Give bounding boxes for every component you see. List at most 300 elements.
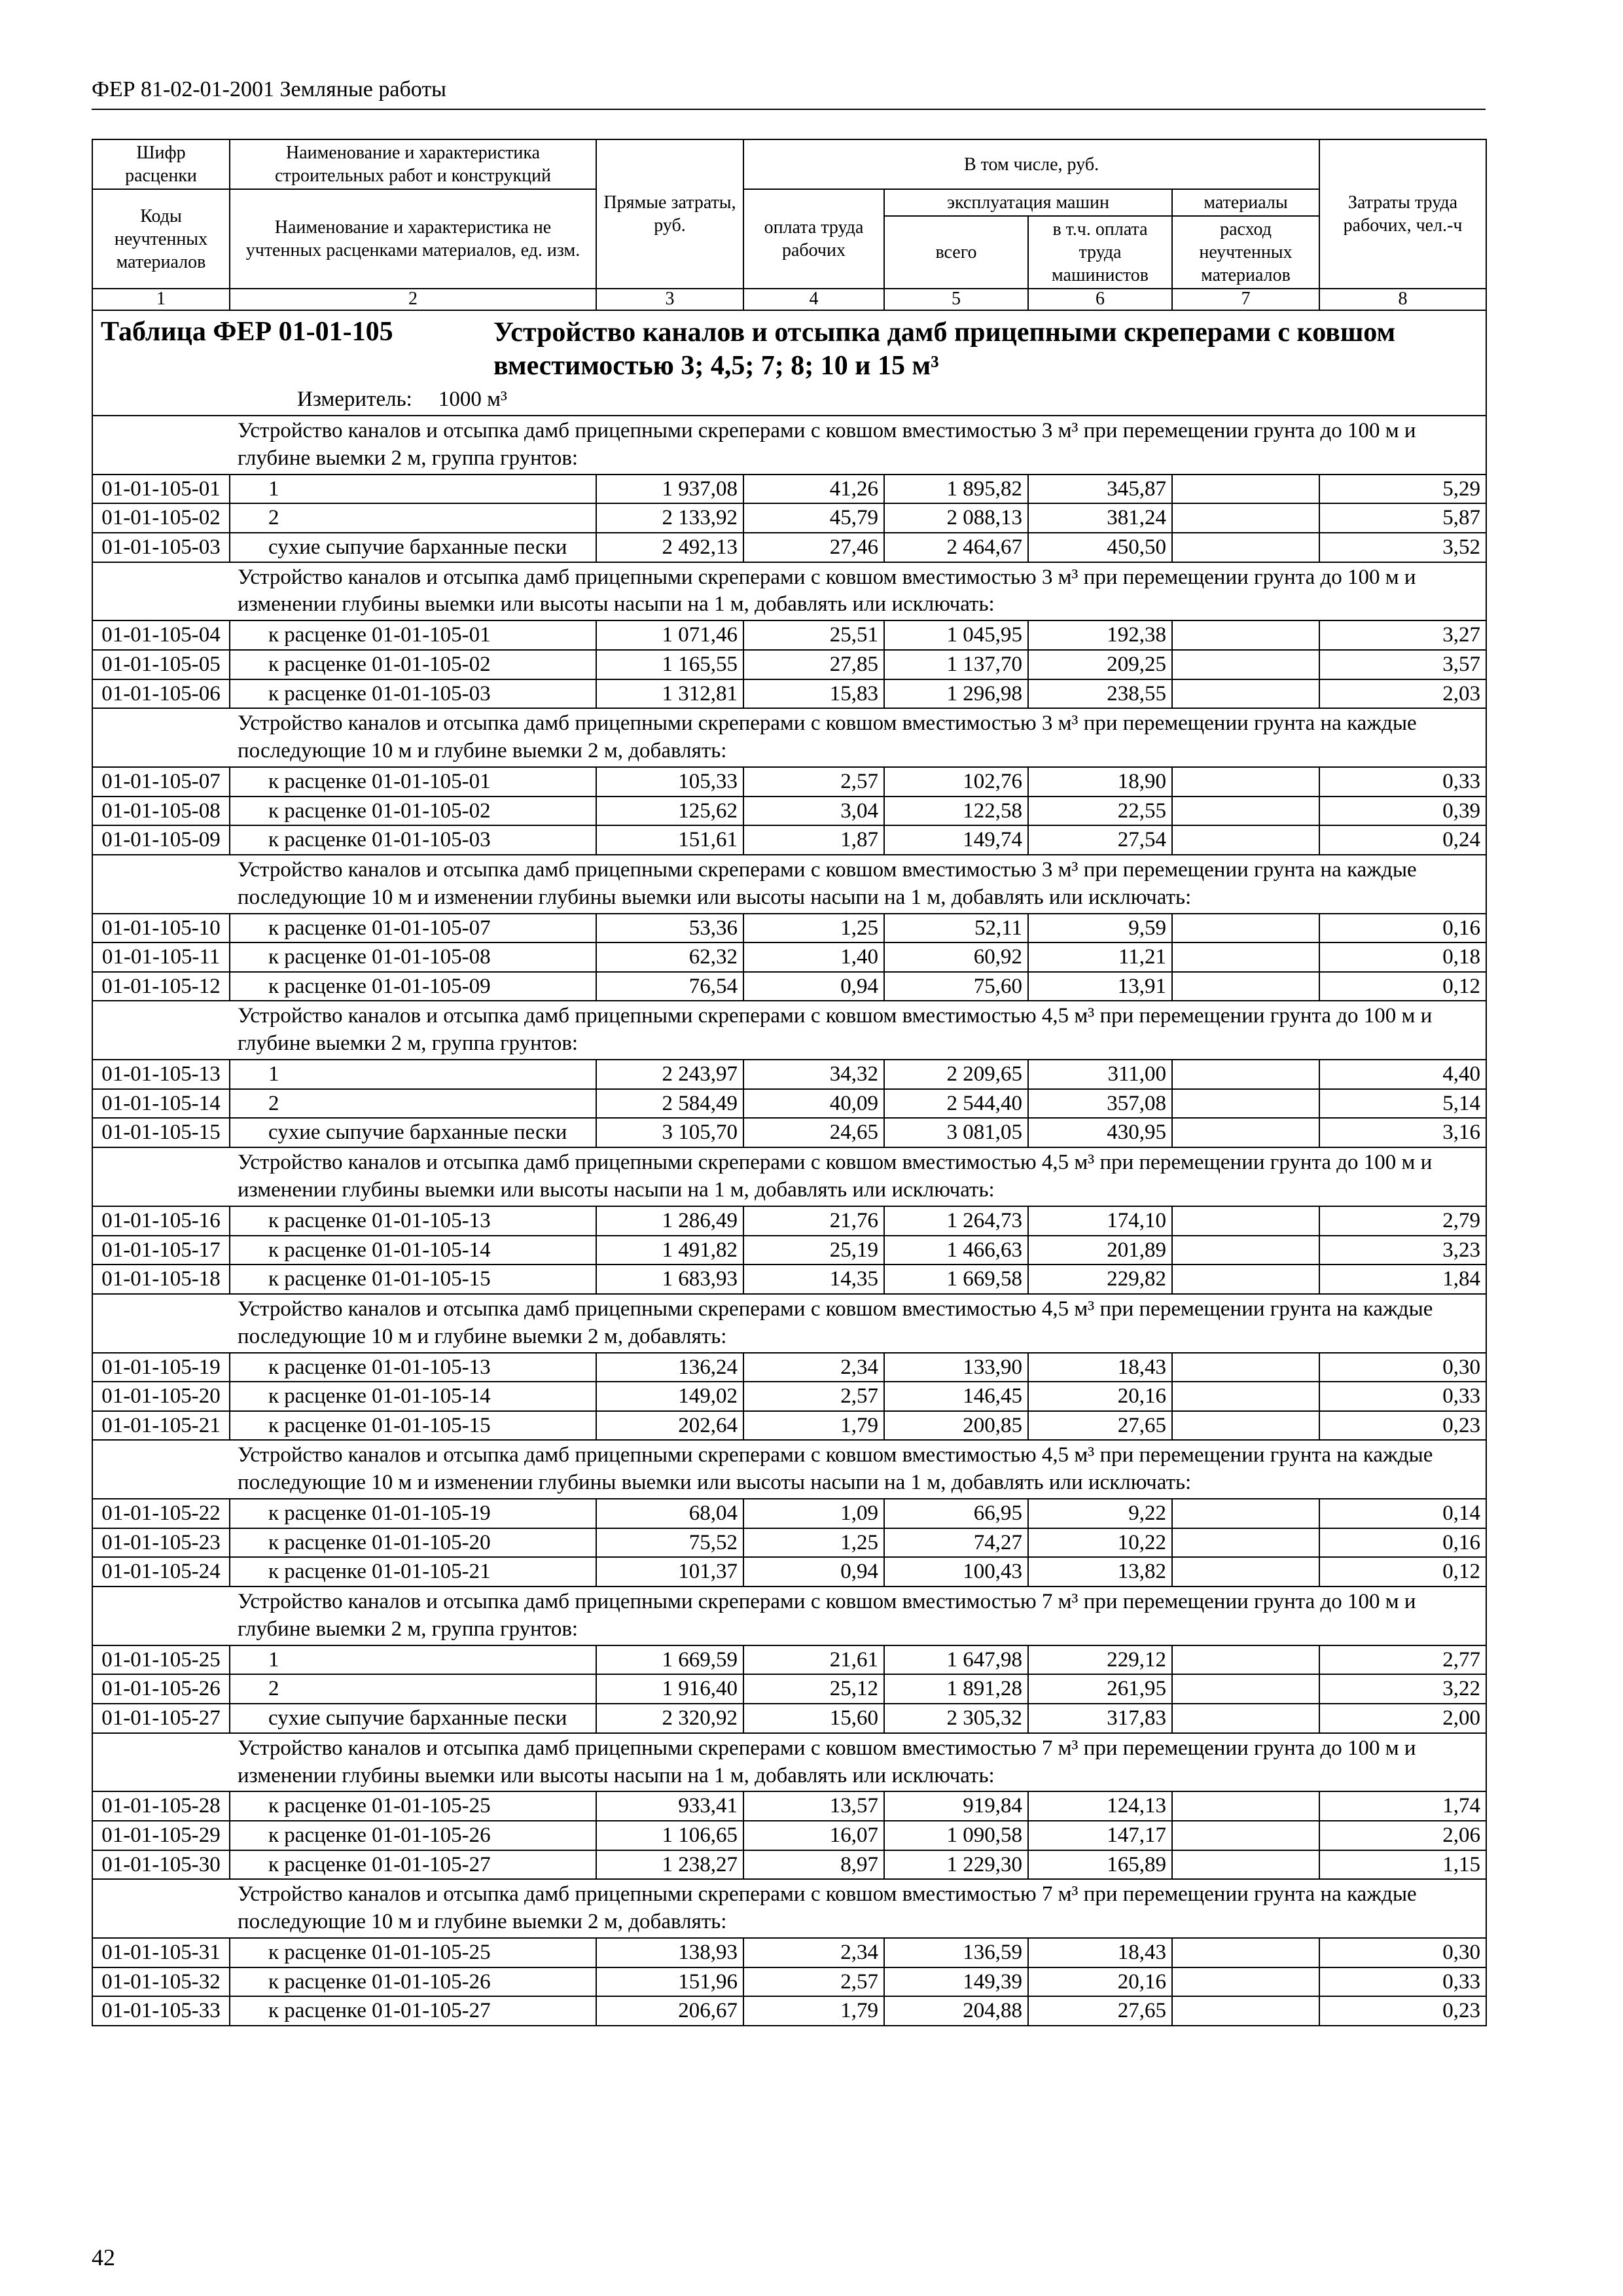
rates-table — [92, 139, 1487, 2026]
rate-name: к расценке 01-01-105-13 — [230, 1353, 596, 1382]
materials-cost — [1172, 1089, 1319, 1119]
group-heading-row — [92, 855, 1486, 914]
group-heading: Устройство каналов и отсыпка дамб прицепными скреперами с ковшом вместимостью 7 м³ при перемещении грунта на каждые последующие 10 м и глубине выемки 2 м, добавлять: — [230, 1879, 1486, 1938]
worker-wages: 25,12 — [743, 1674, 884, 1704]
rate-name: сухие сыпучие барханные пески — [230, 1704, 596, 1733]
worker-wages: 34,32 — [743, 1060, 884, 1089]
rate-code: 01-01-105-27 — [92, 1704, 230, 1733]
rate-name: к расценке 01-01-105-14 — [230, 1382, 596, 1411]
col-header-mach-wages: в т.ч. оплата труда машинистов — [1028, 216, 1172, 289]
table-row — [92, 475, 1486, 504]
direct-costs: 2 320,92 — [596, 1704, 743, 1733]
worker-wages: 1,09 — [743, 1499, 884, 1528]
direct-costs: 2 133,92 — [596, 503, 743, 533]
materials-cost — [1172, 1382, 1319, 1411]
group-heading: Устройство каналов и отсыпка дамб прицепными скреперами с ковшом вместимостью 4,5 м³ при перемещении грунта на каждые последующие 10 м и глубине выемки 2 м, добавлять: — [230, 1294, 1486, 1353]
direct-costs: 105,33 — [596, 767, 743, 797]
rate-code: 01-01-105-10 — [92, 914, 230, 943]
rate-code: 01-01-105-09 — [92, 825, 230, 855]
direct-costs: 68,04 — [596, 1499, 743, 1528]
machine-costs-total: 74,27 — [884, 1528, 1028, 1558]
materials-cost — [1172, 972, 1319, 1001]
labor-hours: 2,77 — [1319, 1645, 1486, 1675]
machinist-wages: 20,16 — [1028, 1382, 1172, 1411]
machinist-wages: 430,95 — [1028, 1118, 1172, 1147]
direct-costs: 101,37 — [596, 1557, 743, 1587]
machine-costs-total: 146,45 — [884, 1382, 1028, 1411]
rate-code: 01-01-105-11 — [92, 942, 230, 972]
direct-costs: 53,36 — [596, 914, 743, 943]
machine-costs-total: 1 229,30 — [884, 1850, 1028, 1880]
rate-name: к расценке 01-01-105-13 — [230, 1206, 596, 1236]
worker-wages: 1,87 — [743, 825, 884, 855]
machine-costs-total: 1 137,70 — [884, 650, 1028, 679]
machine-costs-total: 200,85 — [884, 1411, 1028, 1441]
table-row — [92, 503, 1486, 533]
direct-costs: 62,32 — [596, 942, 743, 972]
rate-name: к расценке 01-01-105-25 — [230, 1938, 596, 1967]
machinist-wages: 11,21 — [1028, 942, 1172, 972]
group-heading-row — [92, 1001, 1486, 1060]
group-heading-spacer — [92, 1587, 230, 1645]
direct-costs: 138,93 — [596, 1938, 743, 1967]
machinist-wages: 201,89 — [1028, 1236, 1172, 1265]
table-row — [92, 797, 1486, 826]
machinist-wages: 311,00 — [1028, 1060, 1172, 1089]
direct-costs: 1 937,08 — [596, 475, 743, 504]
rate-name: к расценке 01-01-105-01 — [230, 620, 596, 650]
rate-code: 01-01-105-17 — [92, 1236, 230, 1265]
worker-wages: 21,76 — [743, 1206, 884, 1236]
rate-name: к расценке 01-01-105-03 — [230, 825, 596, 855]
machine-costs-total: 2 088,13 — [884, 503, 1028, 533]
group-heading: Устройство каналов и отсыпка дамб прицепными скреперами с ковшом вместимостью 3 м³ при перемещении грунта на каждые последующие 10 м и изменении глубины выемки или высоты насыпи на 1 м, добавлять или исключать: — [230, 855, 1486, 914]
rate-name: к расценке 01-01-105-27 — [230, 1850, 596, 1880]
worker-wages: 24,65 — [743, 1118, 884, 1147]
direct-costs: 1 106,65 — [596, 1821, 743, 1850]
materials-cost — [1172, 475, 1319, 504]
materials-cost — [1172, 1265, 1319, 1294]
column-number: 2 — [230, 289, 596, 310]
labor-hours: 0,23 — [1319, 1996, 1486, 2026]
rate-code: 01-01-105-06 — [92, 679, 230, 709]
labor-hours: 3,22 — [1319, 1674, 1486, 1704]
worker-wages: 27,46 — [743, 533, 884, 562]
col-header-code: Шифр расценки — [92, 139, 230, 189]
labor-hours: 0,12 — [1319, 972, 1486, 1001]
machinist-wages: 238,55 — [1028, 679, 1172, 709]
table-row — [92, 1850, 1486, 1880]
materials-cost — [1172, 1850, 1319, 1880]
rate-code: 01-01-105-12 — [92, 972, 230, 1001]
direct-costs: 933,41 — [596, 1791, 743, 1821]
group-heading: Устройство каналов и отсыпка дамб прицепными скреперами с ковшом вместимостью 7 м³ при перемещении грунта до 100 м и глубине выемки 2 м, группа грунтов: — [230, 1587, 1486, 1645]
rate-code: 01-01-105-05 — [92, 650, 230, 679]
table-row — [92, 825, 1486, 855]
col-header-machines: эксплуатация машин — [884, 189, 1172, 216]
group-heading-spacer — [92, 708, 230, 767]
labor-hours: 0,39 — [1319, 797, 1486, 826]
machinist-wages: 9,22 — [1028, 1499, 1172, 1528]
table-row — [92, 1528, 1486, 1558]
materials-cost — [1172, 825, 1319, 855]
table-row — [92, 1996, 1486, 2026]
labor-hours: 3,52 — [1319, 533, 1486, 562]
group-heading: Устройство каналов и отсыпка дамб прицепными скреперами с ковшом вместимостью 4,5 м³ при перемещении грунта до 100 м и глубине выемки 2 м, группа грунтов: — [230, 1001, 1486, 1060]
table-row — [92, 1821, 1486, 1850]
machine-costs-total: 1 891,28 — [884, 1674, 1028, 1704]
meter-label: Измеритель: — [297, 387, 412, 412]
materials-cost — [1172, 1967, 1319, 1997]
materials-cost — [1172, 914, 1319, 943]
group-heading-spacer — [92, 1147, 230, 1206]
direct-costs: 1 238,27 — [596, 1850, 743, 1880]
meter-value: 1000 м³ — [438, 387, 507, 412]
labor-hours: 0,18 — [1319, 942, 1486, 972]
column-number-row — [92, 289, 1486, 310]
rate-name: к расценке 01-01-105-20 — [230, 1528, 596, 1558]
materials-cost — [1172, 533, 1319, 562]
worker-wages: 2,34 — [743, 1938, 884, 1967]
direct-costs: 136,24 — [596, 1353, 743, 1382]
rate-code: 01-01-105-02 — [92, 503, 230, 533]
worker-wages: 15,60 — [743, 1704, 884, 1733]
table-row — [92, 1967, 1486, 1997]
labor-hours: 0,33 — [1319, 767, 1486, 797]
machinist-wages: 9,59 — [1028, 914, 1172, 943]
group-heading-row — [92, 1440, 1486, 1499]
labor-hours: 2,03 — [1319, 679, 1486, 709]
direct-costs: 2 584,49 — [596, 1089, 743, 1119]
labor-hours: 3,57 — [1319, 650, 1486, 679]
rate-name: к расценке 01-01-105-14 — [230, 1236, 596, 1265]
materials-cost — [1172, 1645, 1319, 1675]
table-row — [92, 1236, 1486, 1265]
worker-wages: 25,51 — [743, 620, 884, 650]
rate-name: к расценке 01-01-105-19 — [230, 1499, 596, 1528]
table-row — [92, 1791, 1486, 1821]
worker-wages: 40,09 — [743, 1089, 884, 1119]
rate-name: к расценке 01-01-105-21 — [230, 1557, 596, 1587]
table-row — [92, 1382, 1486, 1411]
table-row — [92, 533, 1486, 562]
col-header-materials: материалы — [1172, 189, 1319, 216]
labor-hours: 5,87 — [1319, 503, 1486, 533]
group-heading: Устройство каналов и отсыпка дамб прицепными скреперами с ковшом вместимостью 3 м³ при перемещении грунта до 100 м и глубине выемки 2 м, группа грунтов: — [230, 416, 1486, 475]
group-heading-row — [92, 708, 1486, 767]
group-heading-row — [92, 416, 1486, 475]
machine-costs-total: 1 669,58 — [884, 1265, 1028, 1294]
column-number: 5 — [884, 289, 1028, 310]
materials-cost — [1172, 767, 1319, 797]
group-heading: Устройство каналов и отсыпка дамб прицепными скреперами с ковшом вместимостью 7 м³ при перемещении грунта до 100 м и изменении глубины выемки или высоты насыпи на 1 м, добавлять или исключать: — [230, 1733, 1486, 1792]
group-heading-spacer — [92, 1001, 230, 1060]
machinist-wages: 18,90 — [1028, 767, 1172, 797]
machine-costs-total: 1 090,58 — [884, 1821, 1028, 1850]
labor-hours: 5,14 — [1319, 1089, 1486, 1119]
direct-costs: 1 071,46 — [596, 620, 743, 650]
rate-code: 01-01-105-23 — [92, 1528, 230, 1558]
rate-name: к расценке 01-01-105-15 — [230, 1265, 596, 1294]
column-number: 8 — [1319, 289, 1486, 310]
rate-code: 01-01-105-13 — [92, 1060, 230, 1089]
rate-name: сухие сыпучие барханные пески — [230, 1118, 596, 1147]
rate-name: 1 — [230, 1645, 596, 1675]
materials-cost — [1172, 1353, 1319, 1382]
materials-cost — [1172, 1557, 1319, 1587]
labor-hours: 0,33 — [1319, 1382, 1486, 1411]
direct-costs: 3 105,70 — [596, 1118, 743, 1147]
machinist-wages: 124,13 — [1028, 1791, 1172, 1821]
rate-name: к расценке 01-01-105-03 — [230, 679, 596, 709]
machinist-wages: 261,95 — [1028, 1674, 1172, 1704]
labor-hours: 2,00 — [1319, 1704, 1486, 1733]
worker-wages: 3,04 — [743, 797, 884, 826]
table-row — [92, 679, 1486, 709]
table-title-cell — [92, 310, 1486, 416]
machinist-wages: 18,43 — [1028, 1938, 1172, 1967]
direct-costs: 202,64 — [596, 1411, 743, 1441]
group-heading-row — [92, 1879, 1486, 1938]
machine-costs-total: 75,60 — [884, 972, 1028, 1001]
labor-hours: 0,24 — [1319, 825, 1486, 855]
rate-code: 01-01-105-29 — [92, 1821, 230, 1850]
rate-code: 01-01-105-32 — [92, 1967, 230, 1997]
machinist-wages: 147,17 — [1028, 1821, 1172, 1850]
table-row — [92, 1645, 1486, 1675]
direct-costs: 1 491,82 — [596, 1236, 743, 1265]
labor-hours: 3,16 — [1319, 1118, 1486, 1147]
direct-costs: 149,02 — [596, 1382, 743, 1411]
rate-code: 01-01-105-21 — [92, 1411, 230, 1441]
materials-cost — [1172, 1996, 1319, 2026]
direct-costs: 1 312,81 — [596, 679, 743, 709]
worker-wages: 15,83 — [743, 679, 884, 709]
labor-hours: 0,14 — [1319, 1499, 1486, 1528]
rate-code: 01-01-105-19 — [92, 1353, 230, 1382]
table-title-row — [92, 310, 1486, 416]
rate-name: к расценке 01-01-105-09 — [230, 972, 596, 1001]
machinist-wages: 450,50 — [1028, 533, 1172, 562]
rate-code: 01-01-105-14 — [92, 1089, 230, 1119]
machinist-wages: 165,89 — [1028, 1850, 1172, 1880]
worker-wages: 25,19 — [743, 1236, 884, 1265]
table-row — [92, 650, 1486, 679]
table-row — [92, 767, 1486, 797]
group-heading: Устройство каналов и отсыпка дамб прицепными скреперами с ковшом вместимостью 3 м³ при перемещении грунта до 100 м и изменении глубины выемки или высоты насыпи на 1 м, добавлять или исключать: — [230, 562, 1486, 621]
table-row — [92, 1118, 1486, 1147]
group-heading-spacer — [92, 1294, 230, 1353]
col-header-mat-use: расход неучтенных материалов — [1172, 216, 1319, 289]
machine-costs-total: 2 464,67 — [884, 533, 1028, 562]
labor-hours: 2,79 — [1319, 1206, 1486, 1236]
machinist-wages: 20,16 — [1028, 1967, 1172, 1997]
column-number: 7 — [1172, 289, 1319, 310]
direct-costs: 1 683,93 — [596, 1265, 743, 1294]
machine-costs-total: 2 209,65 — [884, 1060, 1028, 1089]
rate-code: 01-01-105-26 — [92, 1674, 230, 1704]
table-row — [92, 1060, 1486, 1089]
table-row — [92, 914, 1486, 943]
table-row — [92, 1704, 1486, 1733]
col-header-labor: Затраты труда рабочих, чел.-ч — [1319, 139, 1486, 289]
labor-hours: 0,23 — [1319, 1411, 1486, 1441]
direct-costs: 125,62 — [596, 797, 743, 826]
machinist-wages: 13,82 — [1028, 1557, 1172, 1587]
labor-hours: 5,29 — [1319, 475, 1486, 504]
worker-wages: 1,79 — [743, 1996, 884, 2026]
rate-code: 01-01-105-31 — [92, 1938, 230, 1967]
machine-costs-total: 52,11 — [884, 914, 1028, 943]
worker-wages: 27,85 — [743, 650, 884, 679]
rate-name: к расценке 01-01-105-26 — [230, 1821, 596, 1850]
col-header-mach-total: всего — [884, 216, 1028, 289]
direct-costs: 1 286,49 — [596, 1206, 743, 1236]
worker-wages: 13,57 — [743, 1791, 884, 1821]
machine-costs-total: 1 045,95 — [884, 620, 1028, 650]
direct-costs: 1 669,59 — [596, 1645, 743, 1675]
rate-name: к расценке 01-01-105-27 — [230, 1996, 596, 2026]
direct-costs: 151,96 — [596, 1967, 743, 1997]
rate-name: к расценке 01-01-105-01 — [230, 767, 596, 797]
labor-hours: 0,33 — [1319, 1967, 1486, 1997]
direct-costs: 2 243,97 — [596, 1060, 743, 1089]
rate-code: 01-01-105-16 — [92, 1206, 230, 1236]
rate-code: 01-01-105-30 — [92, 1850, 230, 1880]
machine-costs-total: 122,58 — [884, 797, 1028, 826]
machinist-wages: 27,65 — [1028, 1411, 1172, 1441]
rate-name: к расценке 01-01-105-26 — [230, 1967, 596, 1997]
machine-costs-total: 1 264,73 — [884, 1206, 1028, 1236]
worker-wages: 2,57 — [743, 1967, 884, 1997]
rate-name: к расценке 01-01-105-02 — [230, 797, 596, 826]
direct-costs: 75,52 — [596, 1528, 743, 1558]
worker-wages: 0,94 — [743, 1557, 884, 1587]
group-heading-spacer — [92, 855, 230, 914]
column-number: 1 — [92, 289, 230, 310]
materials-cost — [1172, 620, 1319, 650]
machine-costs-total: 149,74 — [884, 825, 1028, 855]
col-header-wages: оплата труда рабочих — [743, 189, 884, 289]
direct-costs: 1 165,55 — [596, 650, 743, 679]
group-heading-row — [92, 1733, 1486, 1792]
rate-code: 01-01-105-22 — [92, 1499, 230, 1528]
group-heading-spacer — [92, 1440, 230, 1499]
worker-wages: 21,61 — [743, 1645, 884, 1675]
col-header-name2: Наименование и характеристика не учтенных расценками материалов, ед. изм. — [230, 189, 596, 289]
rate-code: 01-01-105-15 — [92, 1118, 230, 1147]
materials-cost — [1172, 942, 1319, 972]
rate-name: к расценке 01-01-105-25 — [230, 1791, 596, 1821]
machine-costs-total: 1 647,98 — [884, 1645, 1028, 1675]
table-row — [92, 942, 1486, 972]
machinist-wages: 317,83 — [1028, 1704, 1172, 1733]
rate-code: 01-01-105-03 — [92, 533, 230, 562]
materials-cost — [1172, 1411, 1319, 1441]
labor-hours: 0,30 — [1319, 1353, 1486, 1382]
rates-table-body — [92, 139, 1486, 2026]
worker-wages: 16,07 — [743, 1821, 884, 1850]
column-number: 4 — [743, 289, 884, 310]
running-header: ФЕР 81-02-01-2001 Земляные работы — [92, 77, 447, 101]
table-row — [92, 972, 1486, 1001]
table-row — [92, 1557, 1486, 1587]
labor-hours: 0,16 — [1319, 914, 1486, 943]
machine-costs-total: 60,92 — [884, 942, 1028, 972]
machinist-wages: 345,87 — [1028, 475, 1172, 504]
group-heading-spacer — [92, 1879, 230, 1938]
rate-name: к расценке 01-01-105-07 — [230, 914, 596, 943]
worker-wages: 1,79 — [743, 1411, 884, 1441]
direct-costs: 1 916,40 — [596, 1674, 743, 1704]
col-header-direct: Прямые затраты, руб. — [596, 139, 743, 289]
worker-wages: 1,40 — [743, 942, 884, 972]
header-row-2 — [92, 189, 1486, 216]
materials-cost — [1172, 1060, 1319, 1089]
machinist-wages: 174,10 — [1028, 1206, 1172, 1236]
rate-code: 01-01-105-24 — [92, 1557, 230, 1587]
table-row — [92, 1265, 1486, 1294]
labor-hours: 0,12 — [1319, 1557, 1486, 1587]
group-heading-spacer — [92, 562, 230, 621]
materials-cost — [1172, 797, 1319, 826]
rate-name: 2 — [230, 1089, 596, 1119]
group-heading-row — [92, 562, 1486, 621]
table-name: Устройство каналов и отсыпка дамб прицепными скреперами с ковшом вместимостью 3; 4,5; 7; 8; 10 и 15 м³ — [493, 317, 1396, 382]
table-row — [92, 1499, 1486, 1528]
group-heading-row — [92, 1587, 1486, 1645]
table-row — [92, 1089, 1486, 1119]
worker-wages: 0,94 — [743, 972, 884, 1001]
table-row — [92, 1938, 1486, 1967]
rate-name: 1 — [230, 1060, 596, 1089]
worker-wages: 45,79 — [743, 503, 884, 533]
machine-costs-total: 2 544,40 — [884, 1089, 1028, 1119]
rate-code: 01-01-105-18 — [92, 1265, 230, 1294]
column-number: 6 — [1028, 289, 1172, 310]
machine-costs-total: 136,59 — [884, 1938, 1028, 1967]
labor-hours: 1,74 — [1319, 1791, 1486, 1821]
table-row — [92, 620, 1486, 650]
materials-cost — [1172, 1791, 1319, 1821]
labor-hours: 3,27 — [1319, 620, 1486, 650]
worker-wages: 14,35 — [743, 1265, 884, 1294]
machinist-wages: 229,82 — [1028, 1265, 1172, 1294]
worker-wages: 2,57 — [743, 767, 884, 797]
rate-name: 2 — [230, 503, 596, 533]
labor-hours: 1,84 — [1319, 1265, 1486, 1294]
group-heading: Устройство каналов и отсыпка дамб прицепными скреперами с ковшом вместимостью 4,5 м³ при перемещении грунта на каждые последующие 10 м и изменении глубины выемки или высоты насыпи на 1 м, добавлять или исключать: — [230, 1440, 1486, 1499]
column-number: 3 — [596, 289, 743, 310]
materials-cost — [1172, 1821, 1319, 1850]
meter-line — [101, 387, 1480, 412]
rate-name: 2 — [230, 1674, 596, 1704]
materials-cost — [1172, 679, 1319, 709]
machine-costs-total: 919,84 — [884, 1791, 1028, 1821]
worker-wages: 8,97 — [743, 1850, 884, 1880]
machinist-wages: 10,22 — [1028, 1528, 1172, 1558]
machinist-wages: 381,24 — [1028, 503, 1172, 533]
header-rule — [92, 109, 1486, 110]
machinist-wages: 209,25 — [1028, 650, 1172, 679]
labor-hours: 2,06 — [1319, 1821, 1486, 1850]
rate-code: 01-01-105-20 — [92, 1382, 230, 1411]
worker-wages: 1,25 — [743, 1528, 884, 1558]
rate-code: 01-01-105-01 — [92, 475, 230, 504]
machine-costs-total: 2 305,32 — [884, 1704, 1028, 1733]
direct-costs: 206,67 — [596, 1996, 743, 2026]
machine-costs-total: 1 466,63 — [884, 1236, 1028, 1265]
